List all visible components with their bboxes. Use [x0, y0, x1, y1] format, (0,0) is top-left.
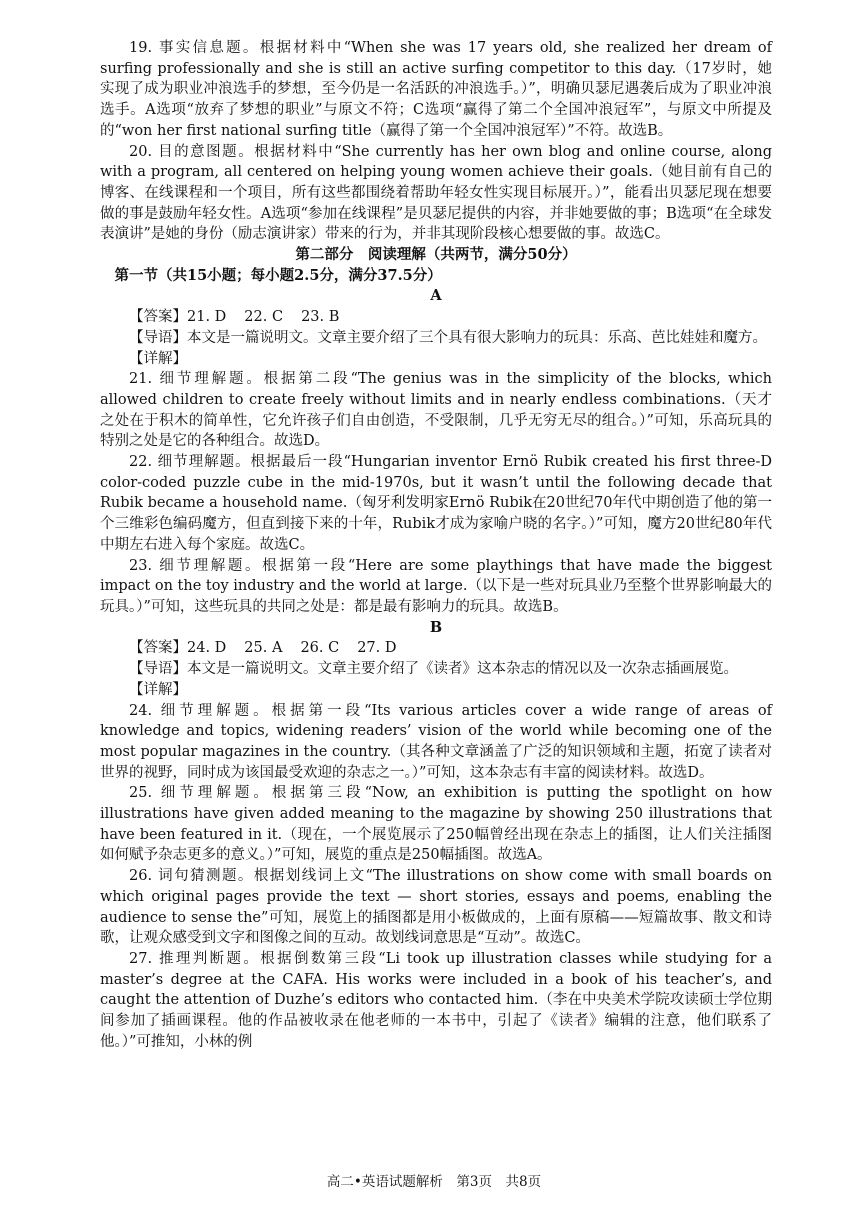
q27-explanation: 27. 推理判断题。根据倒数第三段“Li took up illustration classes while studying for a master’s degree at the CAFA. His works were included in a book of his teacher’s, and caught the attention of Duzhe’s editors who contacted him.（李在中央美术学院攻读硕士学位期间参加了插画课程。他的作品被收录在他老师的一本书中，引起了《读者》编辑的注意，他们联系了他。）”可推知，小林的例 [100, 950, 772, 1050]
q26-explanation: 26. 词句猜测题。根据划线词上文“The illustrations on show come with small boards on which original pages provide the text — short stories, essays and poems, enabling the audience to sense the”可知，展览上的插图都是用小板做成的，上面有原稿——短篇故事、散文和诗歌，让观众感受到文字和图像之间的互动。故划线词意思是“互动”。故选C。 [100, 868, 772, 947]
passage-b-detail-label: 【详解】 [129, 681, 187, 698]
passage-a-guide: 【导语】本文是一篇说明文。文章主要介绍了三个具有很大影响力的玩具：乐高、芭比娃娃和魔方。 [129, 329, 767, 346]
section1-heading: 第一节（共15小题；每小题2.5分，满分37.5分） [114, 266, 442, 284]
part2-heading: 第二部分 阅读理解（共两节，满分50分） [295, 246, 577, 264]
answer-item: 27. D [357, 640, 397, 657]
page-footer: 高二•英语试题解析 第3页 共8页 [326, 1174, 542, 1190]
passage-a-answers [100, 307, 772, 328]
passage-b-guide: 【导语】本文是一篇说明文。文章主要介绍了《读者》这本杂志的情况以及一次杂志插画展览。 [129, 661, 738, 678]
answer-item: 26. C [300, 640, 340, 657]
q25-explanation: 25. 细节理解题。根据第三段“Now, an exhibition is putting the spotlight on how illustrations have given added meaning to the magazine by showing 250 illustrations that have been featured in it.（现在，一个展览展示了250幅曾经出现在杂志上的插图，让人们关注插图如何赋予杂志更多的意义。）”可知，展览的重点是250幅插图。故选A。 [100, 785, 772, 864]
passage-b-letter: B [429, 618, 443, 636]
answer-item: 21. D [187, 309, 227, 326]
answer-label: 【答案】 [129, 640, 187, 657]
q23-explanation: 23. 细节理解题。根据第一段“Here are some playthings that have made the biggest impact on the toy industry and the world at large.（以下是一些对玩具业乃至整个世界影响最大的玩具。）”可知，这些玩具的共同之处是：都是最有影响力的玩具。故选B。 [100, 557, 772, 615]
answer-label: 【答案】 [129, 309, 187, 326]
answer-item: 22. C [244, 309, 284, 326]
answer-item: 23. B [301, 309, 340, 326]
q20-explanation: 20. 目的意图题。根据材料中“She currently has her own blog and online course, along with a program, all centered on helping young women achieve their goals.（她目前有自己的博客、在线课程和一个项目，所有这些都围绕着帮助年轻女性实现目标展开。）”，能看出贝瑟尼现在想要做的事是鼓励年轻女性。A选项“参加在线课程”是贝瑟尼提供的内容，并非她要做的事；B选项“在全球发表演讲”是她的身份（励志演讲家）带来的行为，并非其现阶段核心想要做的事。故选C。 [100, 143, 772, 243]
q19-explanation: 19. 事实信息题。根据材料中“When she was 17 years old, she realized her dream of surfing professionally and she is still an active surfing competitor to this day.（17岁时，她实现了成为职业冲浪选手的梦想，至今仍是一名活跃的冲浪选手。）”，明确贝瑟尼遇袭后成为了职业冲浪选手。A选项“放弃了梦想的职业”与原文不符；C选项“赢得了第二个全国冲浪冠军”，与原文中所提及的“won her first national surfing title（赢得了第一个全国冲浪冠军）”不符。故选B。 [100, 40, 772, 139]
page-content [100, 38, 772, 1052]
q24-explanation: 24. 细节理解题。根据第一段“Its various articles cover a wide range of areas of knowledge and topics, widening readers’ vision of the world while becoming one of the most popular magazines in the country.（其各种文章涵盖了广泛的知识领域和主题，拓宽了读者对世界的视野，同时成为该国最受欢迎的杂志之一。）”可知，这本杂志有丰富的阅读材料。故选D。 [100, 702, 772, 781]
answer-item: 25. A [244, 640, 283, 657]
passage-b-answers [100, 638, 772, 659]
q22-explanation: 22. 细节理解题。根据最后一段“Hungarian inventor Ernö Rubik created his first three-D color-coded puzzle cube in the mid-1970s, but it wasn’t until the following decade that Rubik became a household name.（匈牙利发明家Ernö Rubik在20世纪70年代中期创造了他的第一个三维彩色编码魔方，但直到接下来的十年，Rubik才成为家喻户晓的名字。）”可知，魔方20世纪80年代中期左右进入每个家庭。故选C。 [100, 454, 772, 553]
answer-item: 24. D [187, 640, 227, 657]
passage-a-letter: A [430, 287, 442, 305]
q21-explanation: 21. 细节理解题。根据第二段“The genius was in the simplicity of the blocks, which allowed children to create freely without limits and in nearly endless combinations.（天才之处在于积木的简单性，它允许孩子们自由创造，不受限制，几乎无穷无尽的组合。）”可知，乐高玩具的特别之处是它的各种组合。故选D。 [100, 371, 772, 450]
passage-a-detail-label: 【详解】 [129, 350, 187, 367]
